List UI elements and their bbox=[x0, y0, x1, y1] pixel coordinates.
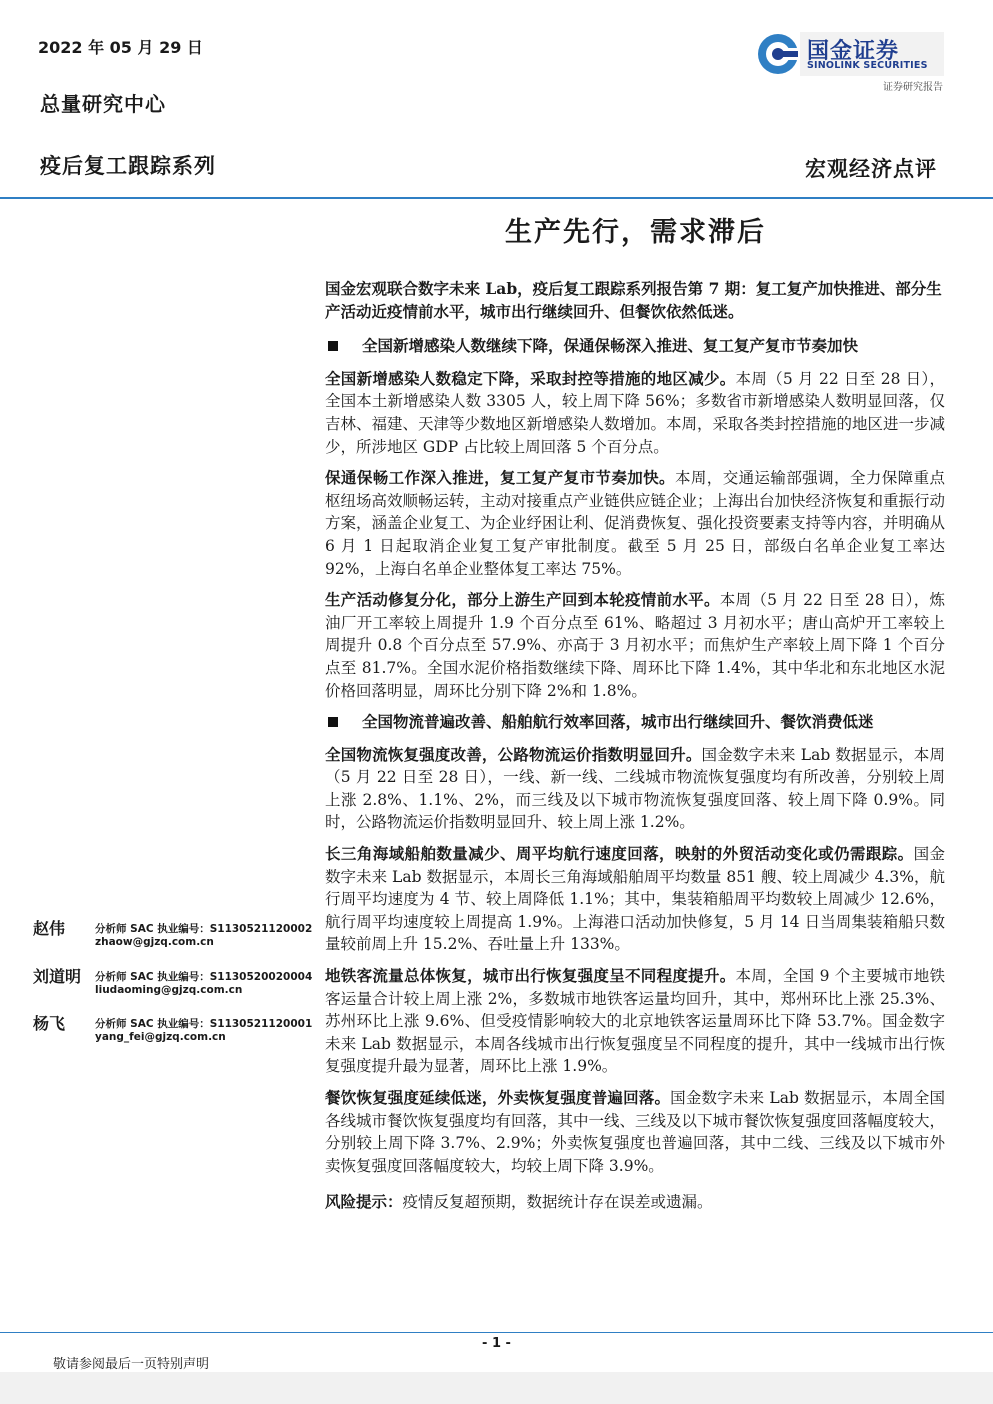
analyst-email[interactable]: zhaow@gjzq.com.cn bbox=[95, 936, 214, 948]
body-paragraph bbox=[325, 467, 945, 580]
section-heading-1 bbox=[325, 335, 945, 358]
analyst-email[interactable]: yang_fei@gjzq.com.cn bbox=[95, 1031, 226, 1043]
report-date: 2022 年 05 月 29 日 bbox=[38, 38, 203, 57]
footer-divider bbox=[0, 1332, 993, 1333]
lead-summary: 国金宏观联合数字未来 Lab，疫后复工跟踪系列报告第 7 期：复工复产加快推进、部分生产活动近疫情前水平，城市出行继续回升、但餐饮依然低迷。 bbox=[325, 279, 942, 321]
body-paragraph bbox=[325, 843, 945, 956]
body-paragraph bbox=[325, 368, 945, 458]
section-heading-2 bbox=[325, 711, 945, 734]
paragraph-lead: 全国物流恢复强度改善，公路物流运价指数明显回升。 bbox=[325, 744, 702, 764]
paragraph-text: 本周，全国 9 个主要城市地铁客运量合计较上周上涨 2%，多数城市地铁客运量均回升，其中，郑州环比上涨 25.3%、苏州环比上涨 9.6%、但受疫情影响较大的北京地铁客运量周环比下降 53.7%。国金数字未来 Lab 数据显示，本周各线城市出行恢复强度呈不同程度的提升，其中一线城市出行恢复强度提升最为显著，周环比上涨 1.9%。 bbox=[325, 967, 945, 1076]
page-number: - 1 - bbox=[482, 1336, 511, 1351]
report-title: 生产先行，需求滞后 bbox=[505, 217, 766, 248]
paragraph-lead: 全国新增感染人数稳定下降，采取封控等措施的地区减少。 bbox=[325, 368, 736, 388]
analyst-cert: 分析师 SAC 执业编号：S1130521120001 bbox=[95, 1018, 313, 1030]
body-paragraph bbox=[325, 965, 945, 1078]
report-body bbox=[325, 278, 945, 1223]
body-paragraph bbox=[325, 1087, 945, 1177]
analyst-name: 杨飞 bbox=[33, 1014, 66, 1033]
paragraph-text: 国金数字未来 Lab 数据显示，本周长三角海域船舶周平均数量 851 艘、较上周减少 4.3%，航行周平均速度为 4 节、较上周降低 1.1%；其中，集装箱船周平均数较上周减少 12.6%，航行周平均速度较上周提高 1.9%。上海港口活动加快修复，5 月 14 日当周集装箱船只数量较前周上升 15.2%、吞吐量上升 133%。 bbox=[325, 845, 945, 954]
paragraph-lead: 生产活动修复分化，部分上游生产回到本轮疫情前水平。 bbox=[325, 590, 720, 610]
report-type-label: 证券研究报告 bbox=[883, 82, 943, 93]
risk-warning bbox=[325, 1191, 945, 1214]
paragraph-lead: 长三角海域船舶数量减少、周平均航行速度回落，映射的外贸活动变化或仍需跟踪。 bbox=[325, 844, 914, 864]
paragraph-text: 国金数字未来 Lab 数据显示，本周（5 月 22 日至 28 日），一线、新一线、二线城市物流恢复强度均有所改善，分别较上周上涨 2.8%、1.1%、2%，而三线及以下城市物流恢复强度回落、较上周下降 0.9%。同时，公路物流运价指数明显回升、较上周上涨 1.2%。 bbox=[325, 745, 945, 832]
bullet-square-icon bbox=[328, 341, 338, 351]
analyst-name: 刘道明 bbox=[33, 967, 82, 986]
analyst-cert: 分析师 SAC 执业编号：S1130521120002 bbox=[95, 923, 313, 935]
risk-text: 疫情反复超预期，数据统计存在误差或遗漏。 bbox=[402, 1193, 713, 1212]
risk-label: 风险提示： bbox=[325, 1192, 403, 1212]
logo-chinese-name: 国金证券 bbox=[807, 39, 900, 64]
bullet-square-icon bbox=[328, 717, 338, 727]
report-series: 疫后复工跟踪系列 bbox=[40, 153, 216, 178]
body-paragraph bbox=[325, 589, 945, 702]
disclaimer-notice: 敬请参阅最后一页特别声明 bbox=[53, 1357, 210, 1372]
paragraph-lead: 地铁客流量总体恢复，城市出行恢复强度呈不同程度提升。 bbox=[325, 966, 736, 986]
analyst-email[interactable]: liudaoming@gjzq.com.cn bbox=[95, 984, 243, 996]
paragraph-lead: 餐饮恢复强度延续低迷，外卖恢复强度普遍回落。 bbox=[325, 1088, 671, 1107]
analyst-cert: 分析师 SAC 执业编号：S1130520020004 bbox=[95, 971, 313, 983]
paragraph-text: 本周（5 月 22 日至 28 日），炼油厂开工率较上周提升 1.9 个百分点至 61%、略超过 3 月初水平；唐山高炉开工率较上周提升 0.8 个百分点至 57.9%、亦高于 3 月初水平；而焦炉生产率较上周下降 1 个百分点至 81.7%。全国水泥价格指数继续下降、周环比下降 1.4%，其中华北和东北地区水泥价格回落明显，周环比分别下降 2%和 1.8%。 bbox=[325, 591, 945, 700]
logo-english-name: SINOLINK SECURITIES bbox=[807, 60, 928, 71]
section-heading-text: 全国物流普遍改善、船舶航行效率回落，城市出行继续回升、餐饮消费低迷 bbox=[362, 712, 874, 732]
section-heading-text: 全国新增感染人数继续下降，保通保畅深入推进、复工复产复市节奏加快 bbox=[362, 336, 859, 356]
research-center: 总量研究中心 bbox=[40, 92, 166, 116]
body-paragraph bbox=[325, 744, 945, 834]
header-divider bbox=[0, 197, 993, 199]
analyst-name: 赵伟 bbox=[33, 919, 66, 938]
paragraph-lead: 保通保畅工作深入推进，复工复产复市节奏加快。 bbox=[325, 468, 675, 488]
bottom-band bbox=[0, 1372, 993, 1404]
report-category: 宏观经济点评 bbox=[805, 156, 937, 181]
paragraph-text: 本周，交通运输部强调，全力保障重点枢纽场高效顺畅运转，主动对接重点产业链供应链企业；上海出台加快经济恢复和重振行动方案，涵盖企业复工、为企业纾困让利、促消费恢复、强化投资要素支持等内容，并明确从 6 月 1 日起取消企业复工复产审批制度。截至 5 月 25 日，部级白名单企业复工率达 92%，上海白名单企业整体复工率达 75%。 bbox=[325, 469, 946, 578]
paragraph-text: 国金数字未来 Lab 数据显示，本周全国各线城市餐饮恢复强度均有回落，其中一线、三线及以下城市餐饮恢复强度回落幅度较大，分别较上周下降 3.7%、2.9%；外卖恢复强度也普遍回落，其中二线、三线及以下城市外卖恢复强度回落幅度较大，均较上周下降 3.9%。 bbox=[325, 1089, 946, 1175]
paragraph-text: 本周（5 月 22 日至 28 日），全国本土新增感染人数 3305 人，较上周下降 56%；多数省市新增感染人数明显回落，仅吉林、福建、天津等少数地区新增感染人数增加。本周，采取各类封控措施的地区进一步减少，所涉地区 GDP 占比较上周回落 5 个百分点。 bbox=[325, 369, 946, 456]
